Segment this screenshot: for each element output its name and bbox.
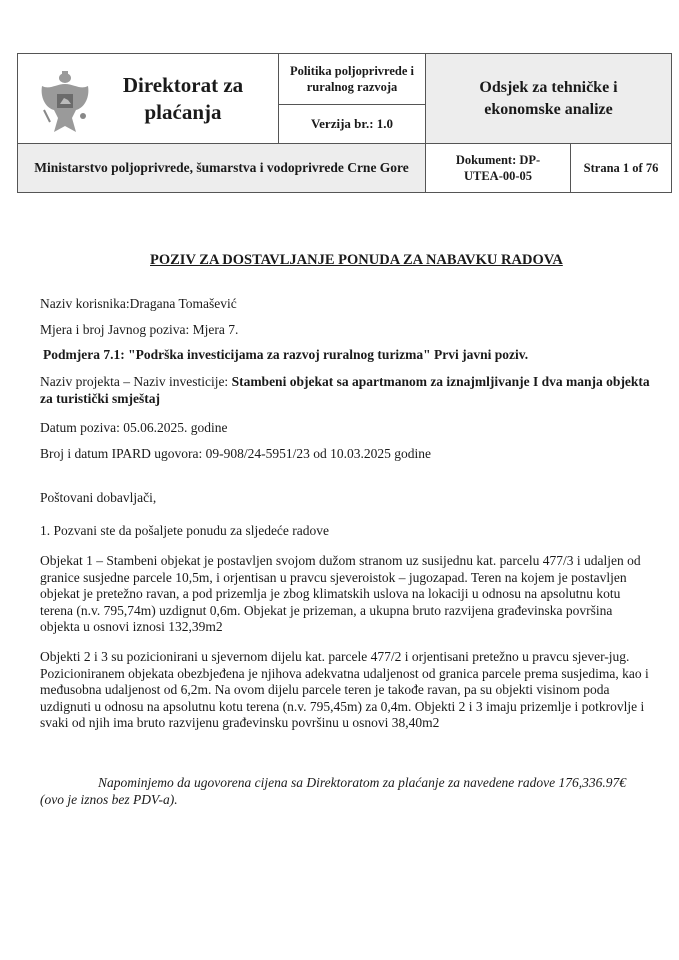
user-value: Dragana Tomašević xyxy=(129,296,237,311)
greeting: Poštovani dobavljači, xyxy=(40,490,157,505)
price-note: Napominjemo da ugovorena cijena sa Direktoratom za plaćanje za navedene radove 176,336.97€ (ovo je iznos bez PDV-a). xyxy=(40,775,627,807)
project-label: Naziv projekta – Naziv investicije: xyxy=(40,374,232,389)
organization-name: Direktorat za plaćanja xyxy=(122,72,244,124)
document-id-cell xyxy=(425,143,571,193)
policy-cell: Politika poljoprivrede i ruralnog razvoja xyxy=(278,53,426,105)
montenegro-coat-of-arms-icon xyxy=(36,70,94,138)
document-header-table xyxy=(17,53,672,193)
project-value: Stambeni objekat sa apartmanom za iznajmljivanje I dva manja objekta za turistički smještaj xyxy=(40,374,650,406)
measure-field: Mjera i broj Javnog poziva: Mjera 7. xyxy=(40,322,239,337)
object-1-description: Objekat 1 – Stambeni objekat je postavljen svojom dužom stranom uz susijednu kat. parcelu 477/3 i udaljen od granice susjedne parcele 10,5m, i orjentisan u pravcu sjeveroistok – jugozapad. Teren na kojem je postavljen objekat je pretežno ravan, a pod prizemlja je zbog klimatskih uslova na lokaciji u odnosu na apsolutnu kotu terena (n.v. 795,74m) uzdignut 0,6m. Objekat je prizeman, a ukupna bruto razvijena građevinska površina objekta u osnovi iznosi 132,39m2 xyxy=(40,553,641,635)
list-item-1: 1. Pozvani ste da pošaljete ponudu za sljedeće radove xyxy=(40,523,330,538)
date-field: Datum poziva: 05.06.2025. godine xyxy=(40,420,228,435)
page-title: POZIV ZA DOSTAVLJANJE PONUDA ZA NABAVKU RADOVA xyxy=(150,252,563,268)
submeasure-call: Prvi javni poziv. xyxy=(430,347,529,362)
ipard-field: Broj i datum IPARD ugovora: 09-908/24-5951/23 od 10.03.2025 godine xyxy=(40,446,431,461)
submeasure-name: Podmjera 7.1: "Podrška investicijama za razvoj ruralnog turizma" xyxy=(43,347,431,362)
document-id: Dokument: DP-UTEA-00-05 xyxy=(455,153,541,183)
user-field xyxy=(40,295,650,312)
project-field xyxy=(40,373,650,407)
user-label: Naziv korisnika: xyxy=(40,296,130,311)
ministry-cell xyxy=(17,143,426,193)
organization-cell xyxy=(17,53,279,144)
version-cell: Verzija br.: 1.0 xyxy=(278,104,426,144)
page-number-cell: Strana 1 of 76 xyxy=(570,143,672,193)
department-name: Odsjek za tehničke i ekonomske analize xyxy=(479,78,618,118)
objects-2-3-description: Objekti 2 i 3 su pozicionirani u sjevernom dijelu kat. parcele 477/2 i orjentisani pretežno u pravcu sjever-jug. Pozicioniranem objekata obezbjeđena je njihova adekvatna udaljenost od granica parcele prema susjedima, kao i međusobna udaljenost od 6,2m. Na ovom dijelu parcele teren je takođe ravan, pa su objekti visinom poda uzdignuti u odnosu na apsolutnu kotu terena (n.v. 795,45m) za 0,4m. Objekti 2 i 3 imaju prizemlje i potkrovlje i svaki od njih ima bruto razvijenu građevinsku površinu u osnovi 38,40m2 xyxy=(40,649,649,731)
department-cell xyxy=(425,53,672,144)
ministry-name: Ministarstvo poljoprivrede, šumarstva i vodoprivrede Crne Gore xyxy=(34,160,409,175)
submeasure-field xyxy=(43,346,653,363)
